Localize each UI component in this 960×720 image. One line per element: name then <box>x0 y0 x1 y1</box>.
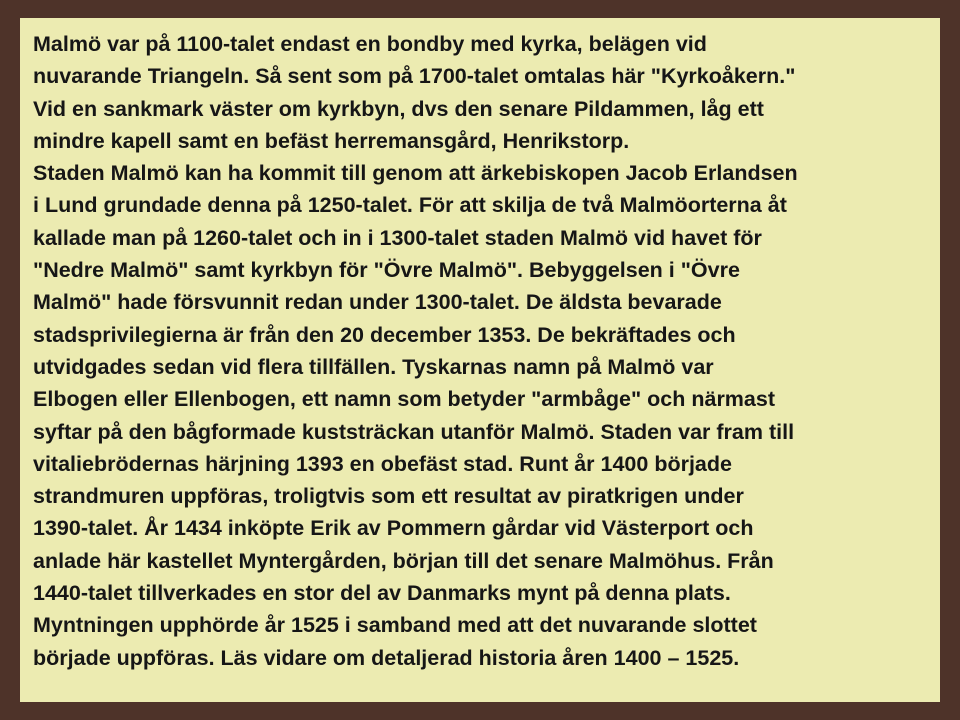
text-line-1: Malmö var på 1100-talet endast en bondby med kyrka, belägen vid <box>33 32 707 56</box>
text-line-9: Malmö" hade försvunnit redan under 1300-talet. De äldsta bevarade <box>33 290 722 315</box>
text-line-18: 1440-talet tillverkades en stor del av Danmarks mynt på denna plats. <box>33 581 731 606</box>
text-line-11: utvidgades sedan vid flera tillfällen. Tyskarnas namn på Malmö var <box>33 354 714 379</box>
text-line-2: nuvarande Triangeln. Så sent som på 1700-talet omtalas här "Kyrkoåkern." <box>33 64 796 89</box>
text-line-13: syftar på den bågformade kuststräckan utanför Malmö. Staden var fram till <box>33 419 795 444</box>
text-line-15: strandmuren uppföras, troligtvis som ett resultat av piratkrigen under <box>33 484 744 509</box>
history-text <box>33 28 933 674</box>
text-line-4: mindre kapell samt en befäst herremansgård, Henrikstorp. <box>33 128 630 153</box>
text-line-3: Vid en sankmark väster om kyrkbyn, dvs den senare Pildammen, låg ett <box>33 96 764 121</box>
text-line-5: Staden Malmö kan ha kommit till genom att ärkebiskopen Jacob Erlandsen <box>33 161 798 186</box>
text-line-6: i Lund grundade denna på 1250-talet. För att skilja de två Malmöorterna åt <box>33 193 787 218</box>
text-line-14: vitaliebrödernas härjning 1393 en obefäst stad. Runt år 1400 började <box>33 451 732 476</box>
text-line-12: Elbogen eller Ellenbogen, ett namn som betyder "armbåge" och närmast <box>33 387 776 412</box>
slide-content-area <box>20 18 940 702</box>
text-line-8: "Nedre Malmö" samt kyrkbyn för "Övre Malmö". Bebyggelsen i "Övre <box>33 258 740 283</box>
text-line-17: anlade här kastellet Myntergården, början till det senare Malmöhus. Från <box>33 548 774 573</box>
text-line-16: 1390-talet. År 1434 inköpte Erik av Pommern gårdar vid Västerport och <box>33 516 754 541</box>
text-line-19: Myntningen upphörde år 1525 i samband med att det nuvarande slottet <box>33 613 757 638</box>
text-line-10: stadsprivilegierna är från den 20 december 1353. De bekräftades och <box>33 322 736 347</box>
text-line-20: började uppföras. Läs vidare om detaljerad historia åren 1400 – 1525. <box>33 645 740 670</box>
text-line-7: kallade man på 1260-talet och in i 1300-talet staden Malmö vid havet för <box>33 225 762 250</box>
